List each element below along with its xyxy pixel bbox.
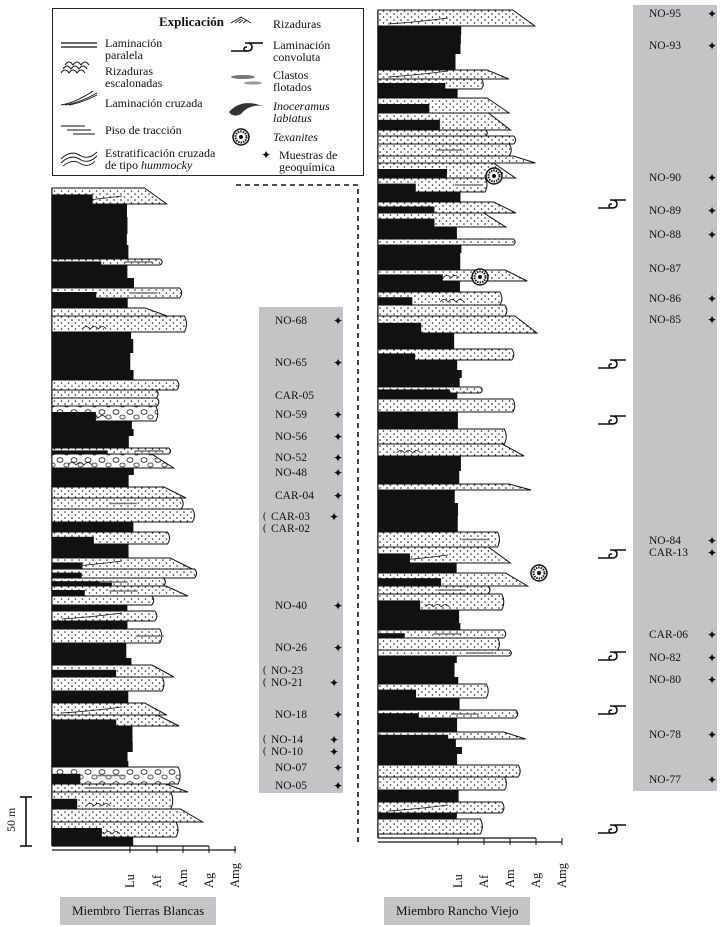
mud-drape [378,578,441,586]
mudstone-bed [378,663,455,677]
mudstone-bed [378,718,457,732]
mudstone-bed [52,605,127,611]
legend-text-line: Clastos [273,68,309,82]
sample-label [275,779,344,793]
legend-text-line: Piso de tracción [105,123,182,137]
sandstone-bed [52,784,188,792]
star-icon: ✦ [333,430,344,444]
bracket-mark: ( [263,734,267,745]
sample-id: CAR-03 [271,511,310,523]
star-icon: ✦ [333,761,344,775]
sandstone-bed [378,136,516,144]
star-icon: ✦ [329,510,340,524]
sample-label [649,534,718,548]
sandstone-bed [378,156,535,163]
sample-id: NO-52 [275,452,307,464]
sample-id: NO-48 [275,467,307,479]
mud-drape [52,670,116,677]
sample-label [275,761,344,775]
cross-lamination-icon [61,91,97,105]
sandstone-bed [52,596,154,605]
mud-drape [378,323,421,333]
mudstone-bed [52,468,134,475]
sample-label [649,263,681,275]
sample-label [649,204,718,218]
star-icon: ✦ [329,745,340,759]
mud-drape [378,553,410,563]
mudstone-bed [378,370,462,378]
mudstone-bed [378,516,458,532]
sample-label [649,171,718,185]
grain-size-label: Amg [555,863,569,888]
right-sample-panel [633,5,717,791]
sample-id: NO-40 [275,600,307,612]
sandstone-bed [378,429,506,444]
sandstone-bed [378,802,504,813]
legend-convolute-label [273,39,330,63]
sandstone-bed [378,130,487,136]
sample-label [649,673,718,687]
grain-size-label: Amg [228,863,242,888]
legend-box [52,8,364,176]
mudstone-bed [52,752,128,761]
convolute-marker [598,652,626,660]
star-icon: ✦ [333,408,344,422]
mudstone-bed [378,747,462,754]
mudstone-bed [378,610,459,623]
ripples-icon [231,17,251,23]
grain-size-label: Lu [451,874,465,888]
legend-hcs-label [105,147,215,171]
bracket-mark: ( [263,677,267,688]
mud-drape [378,206,434,213]
mudstone-bed [378,393,457,399]
climbing-ripples-icon [61,62,89,73]
sample-id: CAR-13 [649,547,688,559]
sample-label [649,39,718,53]
mudstone-bed [52,234,127,245]
star-icon: ✦ [707,39,718,53]
left-column-beds [52,188,209,846]
mudstone-bed [52,761,128,767]
sample-label [275,489,344,503]
sample-label [275,408,344,422]
mudstone-bed [52,621,127,629]
texanites-icon [233,129,249,145]
sandstone-bed [378,638,499,650]
member-tierras-blancas: Miembro Tierras Blancas [60,897,216,925]
mud-drape [378,690,416,698]
legend-texanites-label [273,131,318,143]
sample-id: NO-65 [275,357,307,369]
grain-size-label: Af [150,874,164,888]
star-icon: ✦ [333,708,344,722]
sample-label [263,523,310,535]
mudstone-bed [378,378,460,387]
sample-id: NO-26 [275,642,307,654]
sample-id: NO-18 [275,709,307,721]
mudstone-bed [378,253,460,270]
mud-drape [52,537,94,544]
sample-label [649,728,718,742]
mudstone-bed [52,726,133,742]
sample-label [275,641,344,655]
mudstone-bed [378,790,459,802]
legend-text-line: paralela [105,48,143,62]
legend-traction-label [105,124,182,136]
star-icon: ✦ [333,599,344,613]
sample-label [649,546,718,560]
bracket-mark: ( [263,665,267,676]
grain-size-label: Lu [123,874,137,888]
legend-text-line: Laminación [105,36,163,50]
sample-id: NO-82 [649,652,681,664]
mud-drape [378,219,434,227]
sandstone-bed [52,809,203,822]
mud-drape [378,83,445,89]
star-icon: ✦ [707,171,718,185]
legend-text-italic: Inoceramus [273,99,330,113]
mudstone-bed [52,643,126,658]
star-icon: ✦ [707,651,718,665]
sample-id: NO-05 [275,780,307,792]
sample-label [649,651,718,665]
convolute-marker [598,200,626,208]
star-icon: ✦ [329,733,340,747]
sandstone-bed [378,10,535,26]
mud-drape [378,713,419,718]
mud-drape [378,104,429,113]
mud-drape [378,633,405,638]
member-rancho-viejo: Miembro Rancho Viejo [384,897,530,925]
sample-label [263,676,340,690]
sample-id: NO-89 [649,205,681,217]
sample-id: NO-85 [649,314,681,326]
sandstone-bed [52,454,174,468]
star-icon: ✦ [333,314,344,328]
mudstone-bed [378,623,460,630]
legend-text-line: Rizaduras [273,17,321,31]
star-icon: ✦ [333,466,344,480]
mudstone-bed [52,332,131,339]
traction-carpet-icon [61,126,95,134]
star-icon: ✦ [333,779,344,793]
star-icon: ✦ [707,228,718,242]
mudstone-bed [378,471,459,484]
hummocky-icon [61,152,97,166]
sample-id: CAR-02 [271,523,310,535]
mudstone-bed [52,436,129,448]
mudstone-bed [52,298,128,308]
mudstone-bed [52,691,128,703]
legend-text-line: Laminación cruzada [105,96,203,110]
star-icon: ✦ [707,534,718,548]
star-icon: ✦ [707,313,718,327]
sandstone-bed [52,380,179,390]
legend-text-line: Rizaduras [105,64,153,78]
sandstone-bed [52,703,167,715]
sample-id: NO-93 [649,40,681,52]
star-icon: ✦ [333,356,344,370]
legend-text-italic: Texanites [273,130,318,144]
mudstone-bed [378,227,457,239]
star-icon: ✦ [707,673,718,687]
inoceramus-icon [229,103,263,116]
sample-label [275,466,344,480]
star-icon: ✦ [707,628,718,642]
mudstone-bed [378,813,457,819]
star-icon: ✦ [329,676,340,690]
mudstone-bed [52,353,130,370]
bracket-mark: ( [263,523,267,534]
sample-label [649,313,718,327]
sandstone-bed [378,239,515,245]
sample-id: NO-68 [275,315,307,327]
mud-drape [378,184,416,192]
sandstone-bed [52,677,164,691]
mudstone-bed [52,429,134,436]
mudstone-bed [378,192,460,202]
convolute-icon [231,43,263,51]
mudstone-bed [378,44,461,54]
sandstone-bed [52,487,186,498]
sample-label [263,510,340,524]
sample-id: NO-23 [271,665,303,677]
star-icon: ✦ [707,728,718,742]
convolute-marker [598,825,626,833]
sample-id: NO-14 [271,734,303,746]
mudstone-bed [378,490,455,503]
mud-drape [52,261,101,265]
legend-text-line: escalonadas [105,76,163,90]
star-icon: ✦ [333,641,344,655]
sample-label [263,745,340,759]
mudstone-bed [378,245,461,253]
mud-drape [378,353,415,360]
mud-drape [378,274,443,281]
sandstone-bed [52,390,158,398]
mudstone-bed [378,656,457,663]
grain-size-label: Af [477,874,491,888]
sample-label [263,733,340,747]
mudstone-bed [52,837,133,846]
mud-drape [52,719,116,726]
bracket-mark: ( [263,511,267,522]
sample-id: CAR-04 [275,490,314,502]
legend-ripples-label [273,18,321,30]
sandstone-bed [378,484,531,490]
legend-title: Explicación [159,14,225,29]
convolute-marker [598,360,626,368]
mudstone-bed [52,742,133,752]
sandstone-bed [378,765,520,777]
mudstone-bed [378,412,458,429]
mudstone-bed [378,54,455,70]
mudstone-bed [52,522,133,532]
mud-drape [52,292,96,298]
legend-clasts-label [273,69,312,93]
convolute-marker [598,416,626,424]
sample-id: NO-95 [649,8,681,20]
legend-climbing-label [105,65,162,89]
mudstone-bed [378,360,457,370]
mudstone-bed [378,281,460,292]
sample-id: NO-87 [649,263,681,275]
sandstone-bed [378,586,490,594]
mud-drape [52,799,77,809]
mud-drape [52,828,102,837]
sample-label [275,708,344,722]
legend-cross-label [105,97,203,109]
mudstone-bed [52,245,128,259]
mudstone-bed [378,333,454,349]
grain-size-label: Am [176,869,190,888]
mudstone-bed [378,456,461,471]
sample-id: NO-56 [275,431,307,443]
legend-samples-label [261,149,337,173]
bracket-mark: ( [263,746,267,757]
sample-label [275,314,344,328]
mudstone-bed [378,739,456,747]
star-icon: ✦ [333,451,344,465]
clasts-icon [231,75,262,85]
sample-id: NO-10 [271,746,303,758]
sample-id: NO-90 [649,172,681,184]
sample-label [263,665,303,677]
mud-drape [378,735,448,739]
mud-drape [378,120,440,130]
sandstone-bed [52,509,194,522]
legend-text-line: de tipo [105,158,138,172]
legend-text-line: Laminación [273,38,331,52]
legend-text-line: Muestras de [279,148,338,162]
mudstone-bed [52,339,133,353]
sample-id: NO-84 [649,535,681,547]
legend-text-line: convoluta [273,50,321,64]
sample-id: CAR-05 [275,390,314,402]
sample-id: NO-77 [649,774,681,786]
sandstone-bed [378,305,507,316]
sample-id: CAR-06 [649,629,688,641]
star-icon: ✦ [707,546,718,560]
sample-id: NO-78 [649,729,681,741]
mudstone-bed [378,677,458,684]
sample-label [649,7,718,21]
star-icon: ✦ [261,148,272,162]
legend-text-line: geoquímica [279,160,335,174]
sample-label [649,628,718,642]
sample-label [275,451,344,465]
mudstone-bed [52,278,134,288]
mudstone-bed [378,503,458,516]
sandstone-bed [378,399,515,412]
sample-label [275,356,344,370]
legend-text-line: Estratificación cruzada [105,146,216,160]
mudstone-bed [52,475,129,487]
star-icon: ✦ [707,7,718,21]
sample-id: NO-59 [275,409,307,421]
sample-label [649,228,718,242]
sandstone-bed [52,308,167,316]
star-icon: ✦ [707,292,718,306]
sample-label [275,390,314,402]
mud-drape [52,590,85,596]
grain-size-label: Ag [202,872,216,888]
sandstone-bed [378,444,524,456]
grain-size-label: Am [503,869,517,888]
mudstone-bed [52,544,129,558]
legend-text-italic: labiatus [273,111,312,125]
mud-drape [52,194,93,204]
mudstone-bed [52,265,127,278]
mudstone-bed [378,89,458,98]
convolute-marker [598,706,626,714]
star-icon: ✦ [333,489,344,503]
mud-drape [378,169,447,178]
sample-id: NO-07 [275,762,307,774]
mud-drape [378,600,420,610]
mudstone-bed [52,204,127,217]
mudstone-bed [378,698,460,710]
legend-text-line: flotados [273,80,312,94]
sandstone-bed [52,611,157,621]
scale-label: 50 m [4,807,18,832]
sample-id: NO-86 [649,293,681,305]
sandstone-bed [378,777,506,790]
grain-size-label: Ag [529,872,543,888]
sample-id: NO-21 [271,677,303,689]
mudstone-bed [378,754,457,765]
sandstone-bed [378,819,482,834]
mudstone-bed [378,563,457,573]
mudstone-bed [52,217,127,234]
legend-inoceramus-label [273,100,330,124]
mudstone-bed [52,421,132,429]
right-column-beds [378,10,537,838]
sample-label [275,430,344,444]
mud-drape [378,389,450,393]
sample-id: NO-80 [649,674,681,686]
mud-drape [378,297,412,305]
left-sample-panel [259,307,343,793]
sample-label [275,599,344,613]
mudstone-bed [378,26,461,35]
mud-drape [52,573,82,578]
convolute-marker [598,550,626,558]
sample-id: NO-88 [649,229,681,241]
legend-parallel-label [105,37,162,61]
parallel-lamination-icon [61,43,97,47]
mudstone-bed [52,370,134,380]
sample-label [649,292,718,306]
legend-text-italic: hummocky [141,158,193,172]
mudstone-bed [52,658,131,665]
sandstone-bed [52,316,186,332]
mud-drape [52,450,108,454]
star-icon: ✦ [707,204,718,218]
sandstone-bed [52,398,159,406]
sample-label [649,773,718,787]
mudstone-bed [378,35,461,44]
mud-drape [52,774,80,784]
star-icon: ✦ [707,773,718,787]
